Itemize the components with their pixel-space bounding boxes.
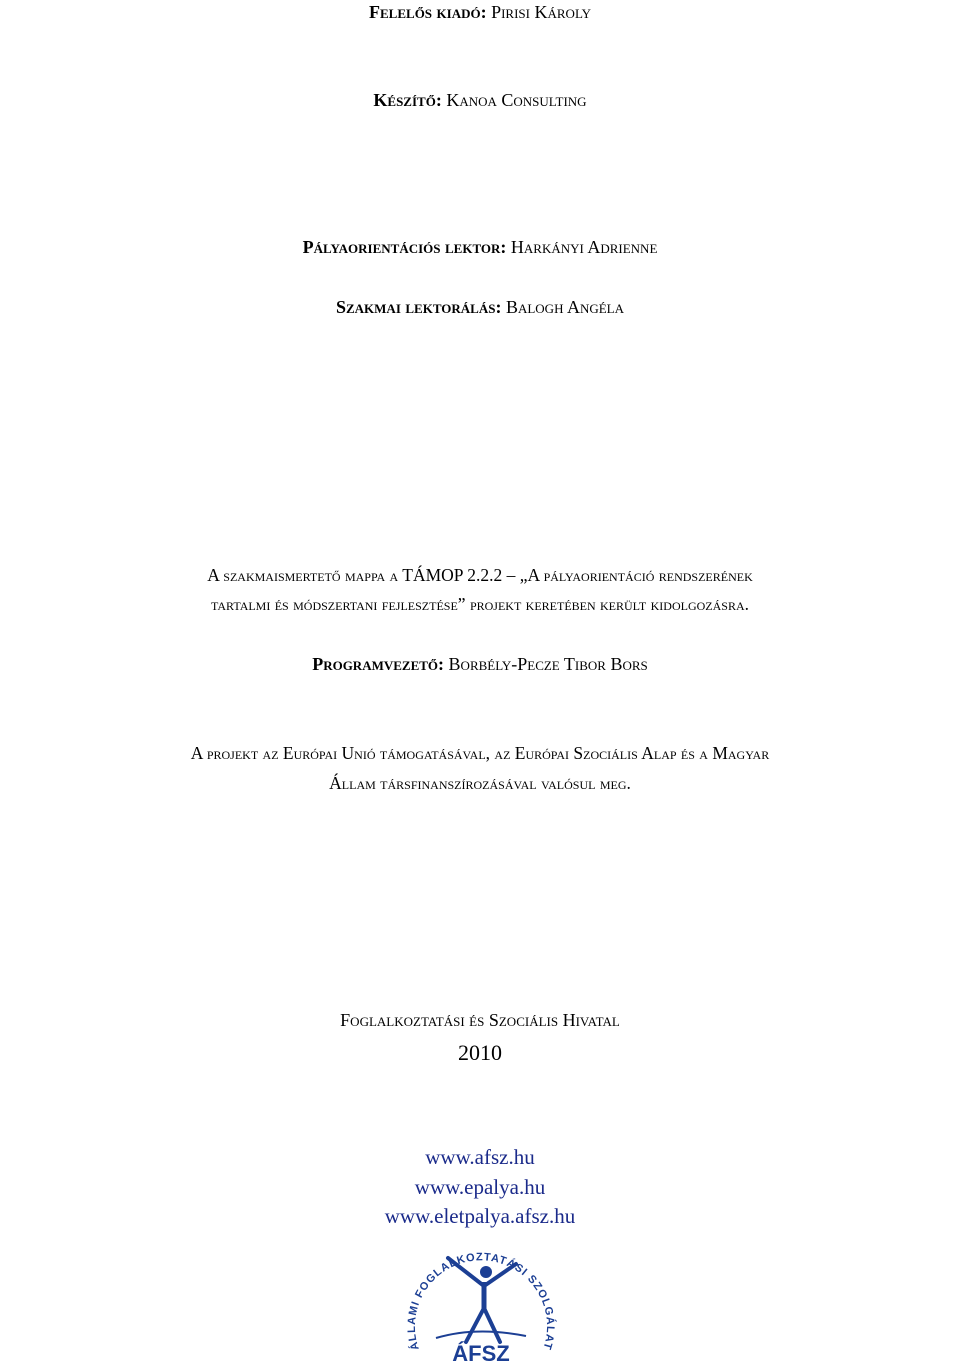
professional-reviewer-line — [0, 297, 960, 318]
publisher-line — [0, 2, 960, 23]
institution-name: Foglalkoztatási és Szociális Hivatal — [340, 1010, 620, 1030]
reviewer-line — [0, 237, 960, 258]
url-epalya[interactable]: www.epalya.hu — [414, 1175, 546, 1199]
program-manager-line — [0, 654, 960, 675]
project-description-line-1: A szakmaismertető mappa a TÁMOP 2.2.2 – „A pályaorientáció rendszerének — [207, 565, 753, 585]
project-description-line-2: tartalmi és módszertani fejlesztése” projekt keretében került kidolgozásra. — [211, 594, 749, 614]
professional-reviewer-name: Balogh Angéla — [505, 297, 625, 317]
url-eletpalya[interactable]: www.eletpalya.afsz.hu — [384, 1204, 576, 1228]
author-label: Készítő: — [373, 90, 442, 110]
professional-reviewer-label: Szakmai lektorálás: — [335, 297, 502, 317]
program-manager-label: Programvezető: — [312, 654, 445, 674]
reviewer-label: Pályaorientációs lektor: — [302, 237, 507, 257]
logo-arc-text: ÁLLAMI FOGLALKOZTATÁSI SZOLGÁLAT — [405, 1251, 557, 1352]
funding-line-2: Állam társfinanszírozásával valósul meg. — [329, 773, 631, 793]
publication-year: 2010 — [458, 1040, 502, 1065]
publisher-label: Felelős kiadó: — [369, 2, 487, 22]
author-name: Kanoa Consulting — [446, 90, 587, 110]
afsz-logo — [396, 1238, 566, 1364]
author-line — [0, 90, 960, 111]
publisher-name: Pirisi Károly — [491, 2, 591, 22]
program-manager-name: Borbély-Pecze Tibor Bors — [448, 654, 648, 674]
logo-abbreviation: ÁFSZ — [452, 1341, 510, 1364]
funding-line-1: A projekt az Európai Unió támogatásával, az Európai Szociális Alap és a Magyar — [190, 743, 770, 763]
reviewer-name: Harkányi Adrienne — [510, 237, 658, 257]
url-afsz[interactable]: www.afsz.hu — [425, 1145, 535, 1169]
